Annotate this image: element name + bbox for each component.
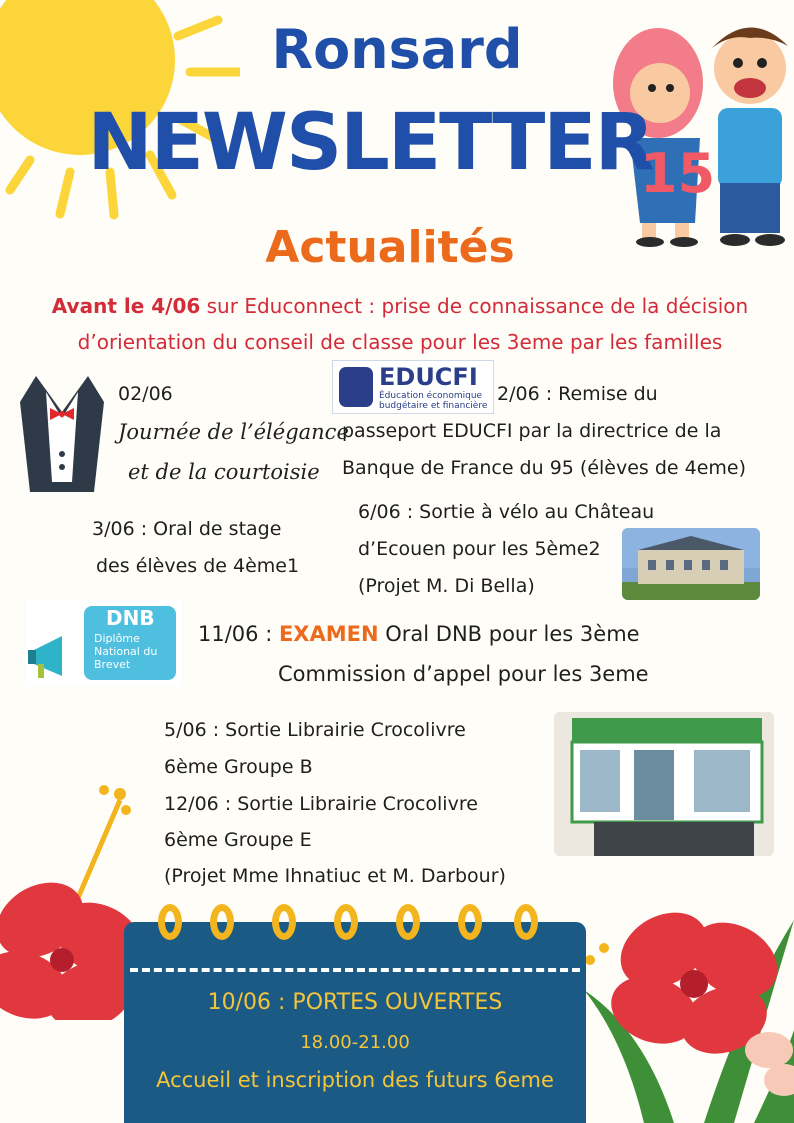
intro-text-2: d’orientation du conseil de classe pour les 3eme par les familles (77, 330, 723, 354)
educfi-line3: Banque de France du 95 (élèves de 4eme) (342, 457, 747, 479)
librairie-line4: 6ème Groupe E (164, 829, 312, 851)
educfi-logo (332, 360, 494, 414)
dnb-desc: Oral DNB pour les 3ème (378, 622, 640, 646)
velo-line1: 6/06 : Sortie à vélo au Château (358, 501, 655, 523)
dnb-line2: Commission d’appel pour les 3eme (278, 662, 649, 686)
dnb-line1 (198, 616, 640, 653)
megaphone-icon (28, 634, 78, 682)
intro-text-1: sur Educonnect : prise de connaissance de la décision (200, 294, 749, 318)
stage-line1: 3/06 : Oral de stage (92, 518, 282, 540)
velo-line2: d’Ecouen pour les 5ème2 (358, 538, 601, 560)
issue-number: 15 (640, 142, 716, 205)
dnb-badge (84, 606, 176, 680)
librairie-line5: (Projet Mme Ihnatiuc et M. Darbour) (164, 865, 506, 887)
velo-line3: (Projet M. Di Bella) (358, 575, 535, 597)
dnb-badge-sub3: Brevet (94, 658, 131, 671)
chateau-ecouen-photo (622, 528, 760, 600)
elegance-title-1: Journée de l’élégance (118, 420, 349, 444)
tuxedo-icon (16, 372, 108, 496)
elegance-date: 02/06 (118, 383, 173, 405)
educfi-logo-sub1: Éducation économique (379, 391, 483, 401)
section-title: Actualités (265, 222, 515, 273)
portes-ouvertes-hours: 18.00-21.00 (300, 1032, 410, 1053)
librairie-line3: 12/06 : Sortie Librairie Crocolivre (164, 793, 478, 815)
intro-announcement (20, 288, 780, 360)
educfi-logo-name: EDUCFI (379, 363, 478, 391)
dnb-badge-title: DNB (106, 606, 155, 630)
educfi-logo-sub2: budgétaire et financière (379, 401, 488, 411)
librairie-line2: 6ème Groupe B (164, 756, 313, 778)
dnb-date: 11/06 : (198, 622, 279, 646)
portes-ouvertes-subtitle: Accueil et inscription des futurs 6eme (156, 1068, 554, 1092)
elegance-title-2: et de la courtoisie (128, 460, 320, 484)
librairie-photo (554, 712, 774, 856)
dnb-badge-sub1: Diplôme (94, 632, 140, 645)
librairie-line1: 5/06 : Sortie Librairie Crocolivre (164, 719, 466, 741)
educfi-line2: passeport EDUCFI par la directrice de la (342, 420, 722, 442)
dnb-megaphone-logo (26, 600, 182, 686)
educfi-phone-icon (339, 367, 373, 407)
newsletter-school-name: Ronsard (271, 18, 523, 81)
portes-ouvertes-box (124, 922, 586, 1123)
portes-ouvertes-title: 10/06 : PORTES OUVERTES (207, 990, 503, 1015)
dnb-badge-sub2: National du (94, 645, 158, 658)
hibiscus-flower-right (584, 880, 794, 1123)
newsletter-title: NEWSLETTER (87, 98, 653, 188)
stage-line2: des élèves de 4ème1 (96, 555, 300, 577)
portes-ouvertes-divider (130, 968, 580, 972)
intro-highlight: Avant le 4/06 (51, 294, 201, 318)
educfi-line1: 2/06 : Remise du (497, 383, 658, 405)
dnb-examen-highlight: EXAMEN (278, 622, 379, 646)
